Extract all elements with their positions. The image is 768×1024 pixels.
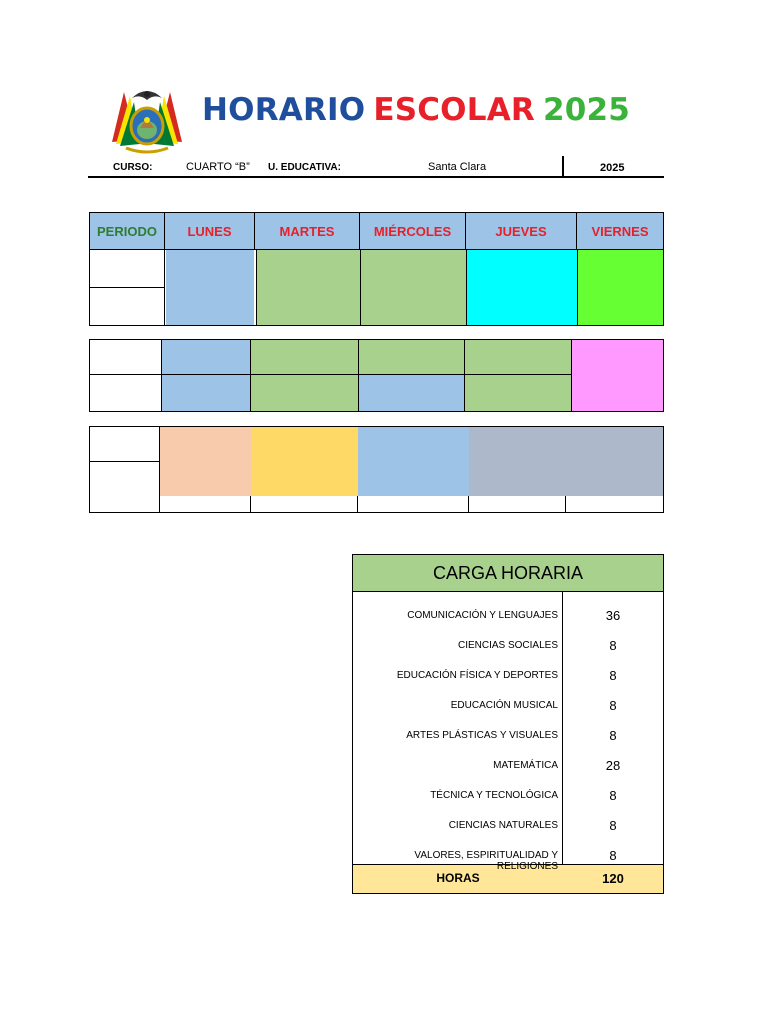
ue-label: U. EDUCATIVA: [268,162,341,173]
jueves-slot [469,427,566,496]
martes-slot [251,427,358,496]
subject-hours: 8 [609,818,617,833]
miercoles-slot [358,427,469,496]
bolivia-coat-of-arms-icon [104,82,190,158]
ue-value: Santa Clara [428,161,487,173]
period-cell [90,250,165,288]
period-cell [90,427,160,462]
subject-label: CIENCIAS NATURALES [448,820,558,831]
title-word-escolar: ESCOLAR [373,92,535,128]
carga-horaria-title: CARGA HORARIA [353,555,663,592]
miercoles-slot [360,250,466,325]
subject-label: TÉCNICA Y TECNOLÓGICA [430,790,558,801]
curso-label: CURSO: [113,162,153,173]
subject-hours: 8 [609,848,617,863]
viernes-slot [572,340,663,411]
subject-label: CIENCIAS SOCIALES [457,640,558,651]
info-underline [88,176,664,178]
subject-hours: 8 [609,638,617,653]
martes-slot [251,375,359,411]
miercoles-slot [359,340,465,375]
period-cell [90,288,165,325]
lunes-slot [162,375,251,411]
empty-cell [358,496,469,512]
subject-label: EDUCACIÓN MUSICAL [450,700,558,711]
header-martes: MARTES [255,213,360,249]
jueves-slot [466,250,577,325]
subject-label: MATEMÁTICA [493,760,558,771]
martes-slot [251,340,359,375]
empty-cell [251,496,358,512]
lunes-slot [160,427,251,496]
carga-horaria-table [352,554,664,894]
viernes-slot [566,427,663,496]
lunes-slot [162,340,251,375]
miercoles-slot [359,375,465,411]
subject-hours: 8 [609,668,617,683]
empty-cell [160,496,251,512]
subject-hours: 8 [609,698,617,713]
jueves-slot [465,375,572,411]
header-jueves: JUEVES [466,213,577,249]
title-word-year: 2025 [542,92,631,128]
subject-hours: 36 [605,608,621,623]
viernes-slot [577,250,663,325]
column-divider [562,592,563,894]
empty-cell [469,496,566,512]
header-viernes: VIERNES [577,213,663,249]
subject-label: ARTES PLÁSTICAS Y VISUALES [406,730,558,741]
period-cell [90,340,162,375]
header-periodo: PERIODO [90,213,165,249]
year-value: 2025 [600,162,625,174]
subject-hours: 28 [605,758,621,773]
header-lunes: LUNES [165,213,255,249]
period-cell [90,375,162,411]
period-cell [90,462,160,512]
jueves-slot [465,340,572,375]
page-title [202,92,638,136]
info-separator [562,156,564,177]
subject-hours: 8 [609,728,617,743]
subject-hours: 8 [609,788,617,803]
lunes-slot [166,250,254,325]
subject-label: COMUNICACIÓN Y LENGUAJES [407,610,558,621]
title-word-horario: HORARIO [202,92,366,128]
total-label: HORAS [436,871,480,885]
header-miercoles: MIÉRCOLES [360,213,466,249]
martes-slot [256,250,360,325]
total-value: 120 [602,871,624,886]
curso-value: CUARTO “B” [186,161,250,173]
subject-label: VALORES, ESPIRITUALIDAD Y RELIGIONES [414,850,558,872]
subject-label: EDUCACIÓN FÍSICA Y DEPORTES [396,670,558,681]
